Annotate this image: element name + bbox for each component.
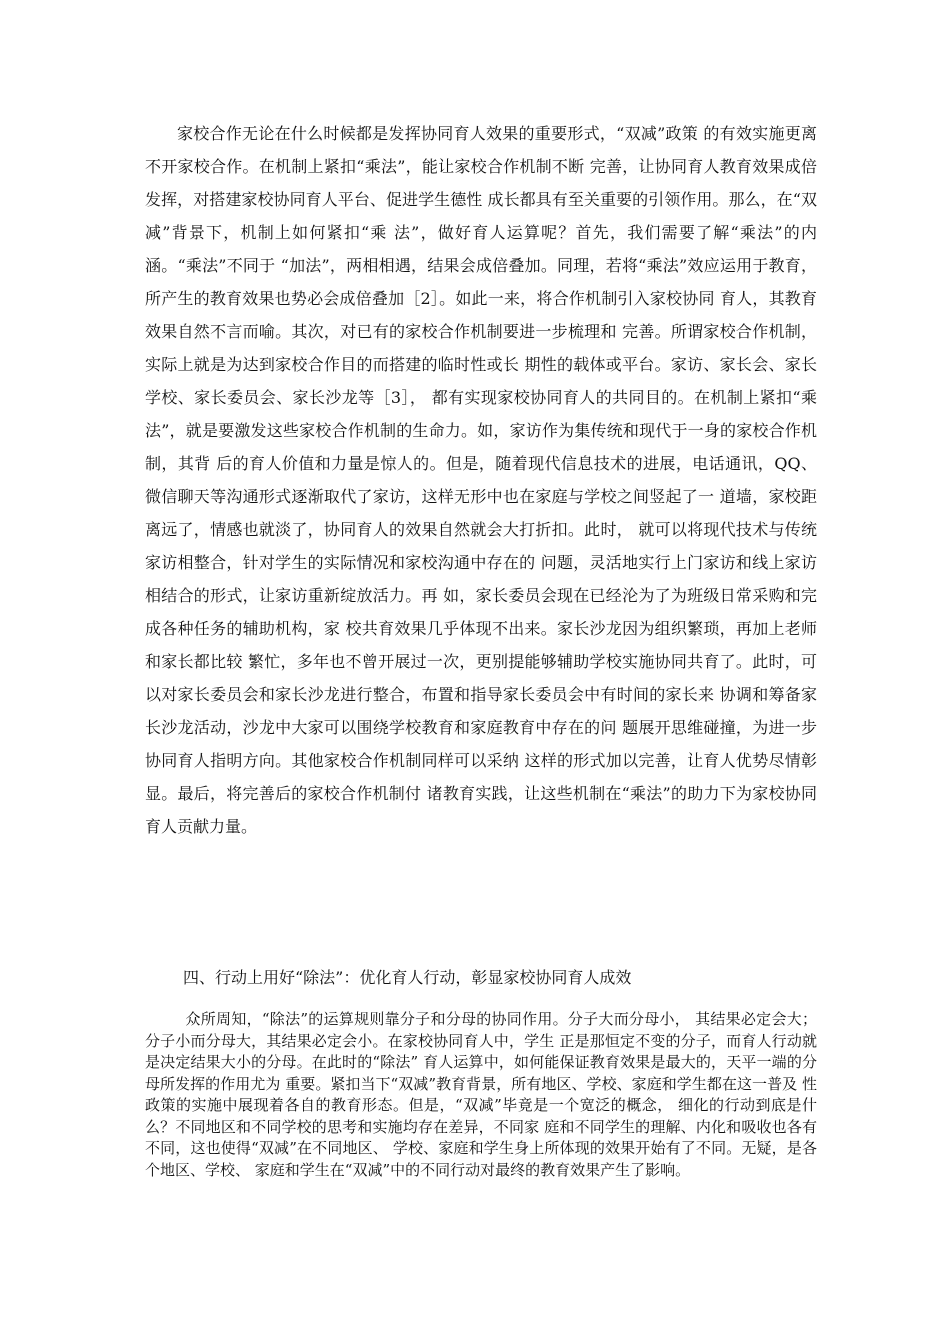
section-heading-division: 四、行动上用好“除法”：优化育人行动，彰显家校协同育人成效 [183, 968, 632, 987]
body-paragraph-division: 众所周知，“除法”的运算规则靠分子和分母的协同作用。分子大而分母小， 其结果必定会大；分子小而分母大，其结果必定会小。在家校协同育人中，学生 正是那恒定不变的分子，而育人行动就是决定结果大小的分母。在此时的“除法” 育人运算中，如何能保证教育效果是最大的，天平一端的分母所发挥的作用尤为 重要。紧扣当下“双减”教育背景，所有地区、学校、家庭和学生都在这一普及 性政策的实施中展现着各自的教育形态。但是，“双减”毕竟是一个宽泛的概念， 细化的行动到底是什么？不同地区和不同学校的思考和实施均存在差异，不同家 庭和不同学生的理解、内化和吸收也各有不同，这也使得“双减”在不同地区、 学校、家庭和学生身上所体现的效果开始有了不同。无疑，是各个地区、学校、 家庭和学生在“双减”中的不同行动对最终的教育效果产生了影响。 [145, 1010, 817, 1179]
body-paragraph-multiplication: 家校合作无论在什么时候都是发挥协同育人效果的重要形式，“双减”政策 的有效实施更离不开家校合作。在机制上紧扣“乘法”，能让家校合作机制不断 完善，让协同育人教育效果成倍发挥，对搭建家校协同育人平台、促进学生德性 成长都具有至关重要的引领作用。那么，在“双减”背景下，机制上如何紧扣“乘 法”，做好育人运算呢？首先，我们需要了解“乘法”的内涵。“乘法”不同于 “加法”，两相相遇，结果会成倍叠加。同理，若将“乘法”效应运用于教育， 所产生的教育效果也势必会成倍叠加［2］。如此一来，将合作机制引入家校协同 育人，其教育效果自然不言而喻。其次，对已有的家校合作机制要进一步梳理和 完善。所谓家校合作机制，实际上就是为达到家校合作目的而搭建的临时性或长 期性的载体或平台。家访、家长会、家长学校、家长委员会、家长沙龙等［3］， 都有实现家校协同育人的共同目的。在机制上紧扣“乘法”，就是要激发这些家校合作机制的生命力。如，家访作为集传统和现代于一身的家校合作机制，其背 后的育人价值和力量是惊人的。但是，随着现代信息技术的进展，电话通讯，QQ、 微信聊天等沟通形式逐渐取代了家访，这样无形中也在家庭与学校之间竖起了一 道墙，家校距离远了，情感也就淡了，协同育人的效果自然就会大打折扣。此时， 就可以将现代技术与传统家访相整合，针对学生的实际情况和家校沟通中存在的 问题，灵活地实行上门家访和线上家访相结合的形式，让家访重新绽放活力。再 如，家长委员会现在已经沦为了为班级日常采购和完成各种任务的辅助机构，家 校共育效果几乎体现不出来。家长沙龙因为组织繁琐，再加上老师和家长都比较 繁忙，多年也不曾开展过一次，更别提能够辅助学校实施协同共育了。此时，可 以对家长委员会和家长沙龙进行整合，布置和指导家长委员会中有时间的家长来 协调和筹备家长沙龙活动，沙龙中大家可以围绕学校教育和家庭教育中存在的问 题展开思维碰撞，为进一步协同育人指明方向。其他家校合作机制同样可以采纳 这样的形式加以完善，让育人优势尽情彰显。最后，将完善后的家校合作机制付 诸教育实践，让这些机制在“乘法”的助力下为家校协同育人贡献力量。 [145, 124, 817, 836]
